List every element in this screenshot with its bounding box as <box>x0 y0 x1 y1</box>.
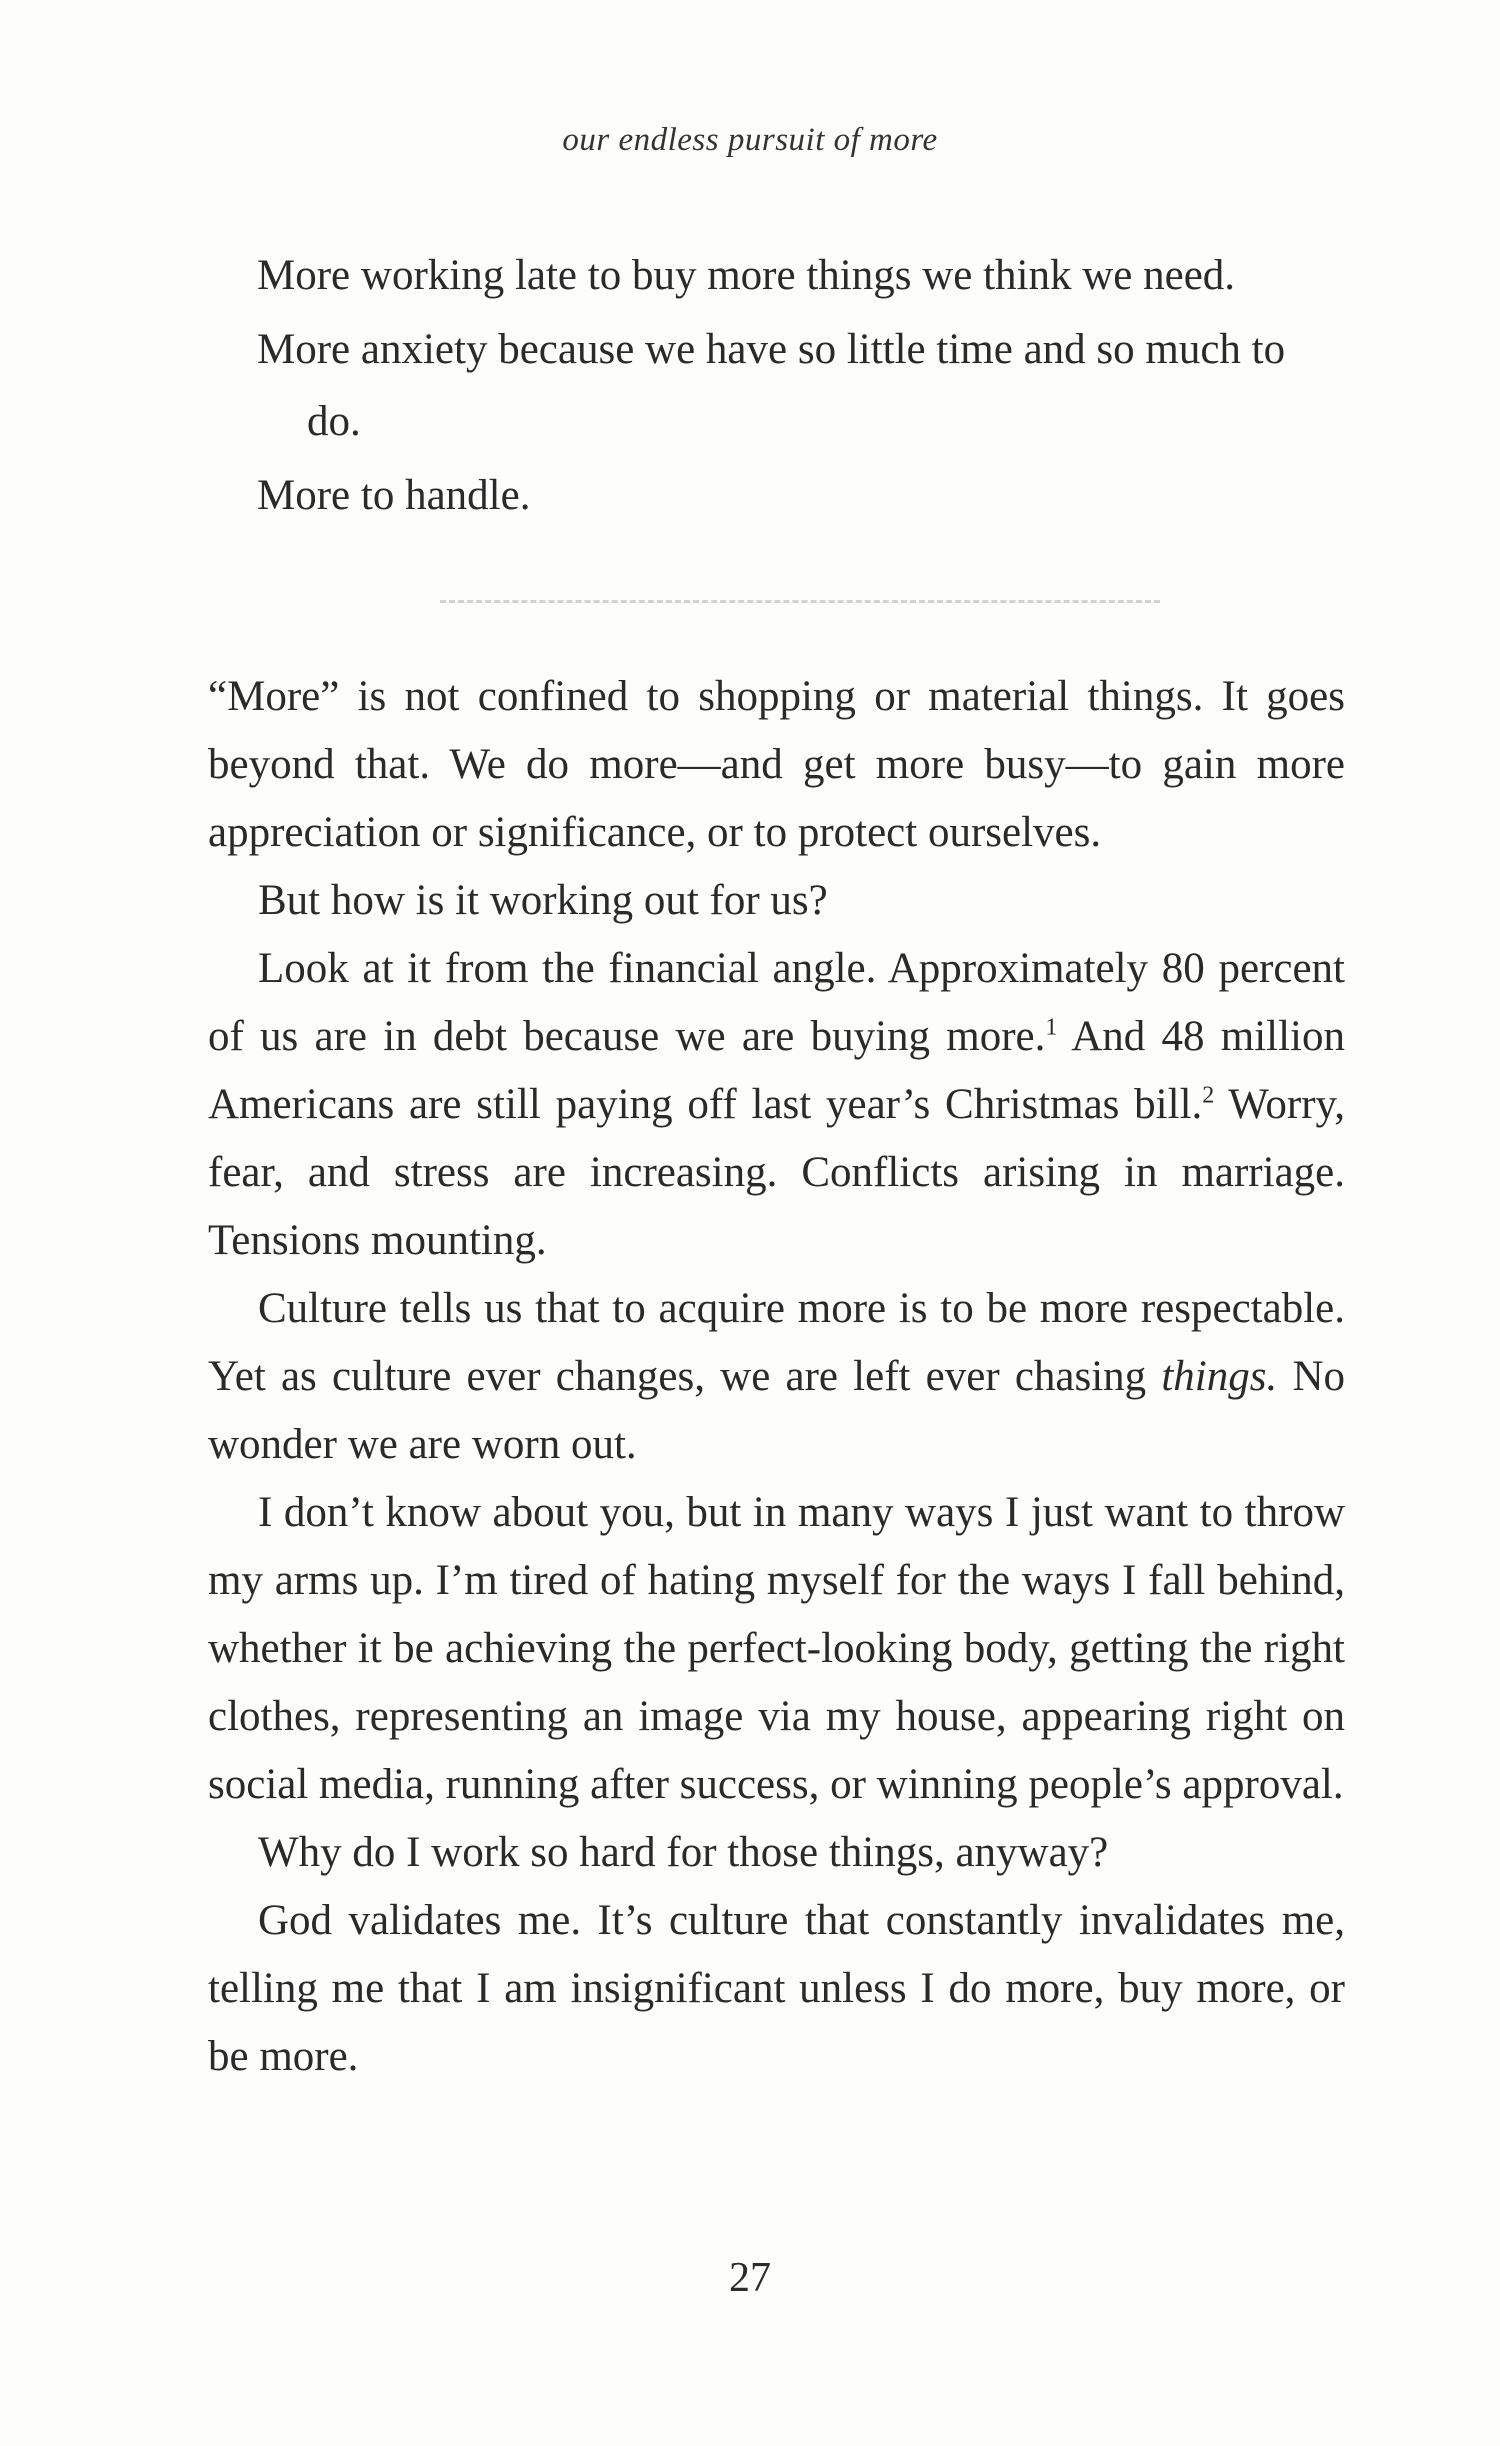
list-line: More anxiety because we have so little time and so much to do. <box>257 326 1286 445</box>
paragraph <box>208 935 1345 1275</box>
paragraph-text: Look at it from the financial angle. Approximately 80 percent of us are in debt because we are buying more. <box>208 945 1345 1060</box>
paragraph: I don’t know about you, but in many ways I just want to throw my arms up. I’m tired of hating myself for the ways I fall behind, whether it be achieving the perfect-looking body, getting the right clothes, representing an image via my house, appearing right on social media, running after success, or winning people’s approval. <box>208 1489 1345 1808</box>
list-line: More to handle. <box>257 472 531 519</box>
section-divider <box>440 600 1160 603</box>
footnote-ref: 2 <box>1202 1082 1215 1109</box>
paragraph-text: And 48 million Americans are still paying off last year’s Christmas bill. <box>208 1013 1345 1128</box>
body-text <box>208 663 1345 2091</box>
paragraph: Why do I work so hard for those things, anyway? <box>258 1829 1109 1876</box>
paragraph: “More” is not confined to shopping or material things. It goes beyond that. We do more—and get more busy—to gain more appreciation or significance, or to protect ourselves. <box>208 673 1345 856</box>
paragraph-text: No wonder we are worn out. <box>208 1353 1345 1468</box>
paragraph-text: Culture tells us that to acquire more is to be more respectable. Yet as culture ever changes, we are left ever chasing <box>208 1285 1345 1400</box>
paragraph: But how is it working out for us? <box>258 877 828 924</box>
list-line: More working late to buy more things we think we need. <box>257 252 1236 299</box>
paragraph: God validates me. It’s culture that constantly invalidates me, telling me that I am insignificant unless I do more, buy more, or be more. <box>208 1897 1345 2080</box>
more-list <box>257 240 1347 532</box>
emphasis-text: things. <box>1161 1353 1278 1400</box>
page-number: 27 <box>729 2255 771 2301</box>
footnote-ref: 1 <box>1045 1014 1058 1041</box>
running-head: our endless pursuit of more <box>562 122 938 158</box>
paragraph-text: Worry, fear, and stress are increasing. Conflicts arising in marriage. Tensions mounting. <box>208 1081 1345 1264</box>
paragraph <box>208 1275 1345 1479</box>
